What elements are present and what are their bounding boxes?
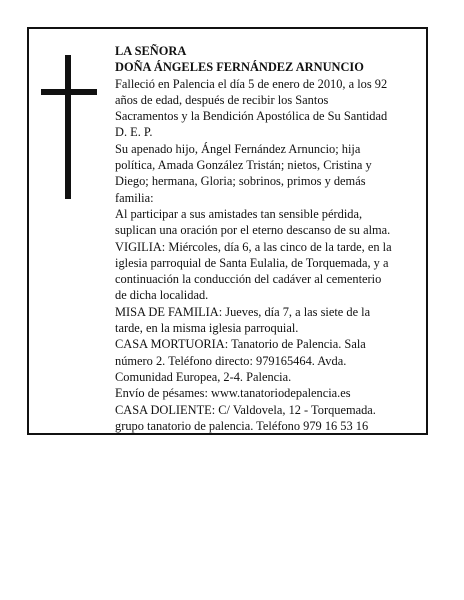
text-line: política, Amada González Tristán; nietos, Cristina y xyxy=(115,158,372,173)
text-line: Al participar a sus amistades tan sensible pérdida, xyxy=(115,206,363,221)
text-line: continuación la conducción del cadáver al cementerio xyxy=(115,272,382,287)
text-line: número 2. Teléfono directo: 979165464. Avda. xyxy=(115,353,347,368)
obituary-frame xyxy=(27,27,428,435)
text-line: CASA MORTUORIA: Tanatorio de Palencia. Sala xyxy=(115,337,366,352)
text-line: Comunidad Europea, 2-4. Palencia. xyxy=(115,369,292,384)
text-line: Falleció en Palencia el día 5 de enero de 2010, a los 92 xyxy=(115,76,388,91)
text-line: Sacramentos y la Bendición Apostólica de Su Santidad xyxy=(115,109,388,124)
obituary-text xyxy=(115,43,427,434)
text-line: grupo tanatorio de palencia. Teléfono 979 16 53 16 xyxy=(115,418,369,433)
text-line: VIGILIA: Miércoles, día 6, a las cinco de la tarde, en la xyxy=(115,239,392,254)
text-line: Su apenado hijo, Ángel Fernández Arnuncio; hija xyxy=(115,141,361,156)
text-line: MISA DE FAMILIA: Jueves, día 7, a las siete de la xyxy=(115,304,371,319)
obituary-title: LA SEÑORA xyxy=(115,44,187,58)
text-line: Envío de pésames: www.tanatoriodepalencia.es xyxy=(115,386,351,401)
text-line: Diego; hermana, Gloria; sobrinos, primos y demás xyxy=(115,174,366,189)
text-line: años de edad, después de recibir los Santos xyxy=(115,92,329,107)
text-line: suplican una oración por el eterno descanso de su alma. xyxy=(115,223,391,238)
text-line: iglesia parroquial de Santa Eulalia, de Torquemada, y a xyxy=(115,255,389,270)
text-line: familia: xyxy=(115,190,154,205)
text-line: tarde, en la misma iglesia parroquial. xyxy=(115,321,299,336)
deceased-name: DOÑA ÁNGELES FERNÁNDEZ ARNUNCIO xyxy=(115,60,364,75)
text-line: CASA DOLIENTE: C/ Valdovela, 12 - Torquemada. xyxy=(115,402,376,417)
cross-icon xyxy=(41,55,97,199)
text-line: D. E. P. xyxy=(115,125,153,140)
text-line: de dicha localidad. xyxy=(115,288,209,303)
